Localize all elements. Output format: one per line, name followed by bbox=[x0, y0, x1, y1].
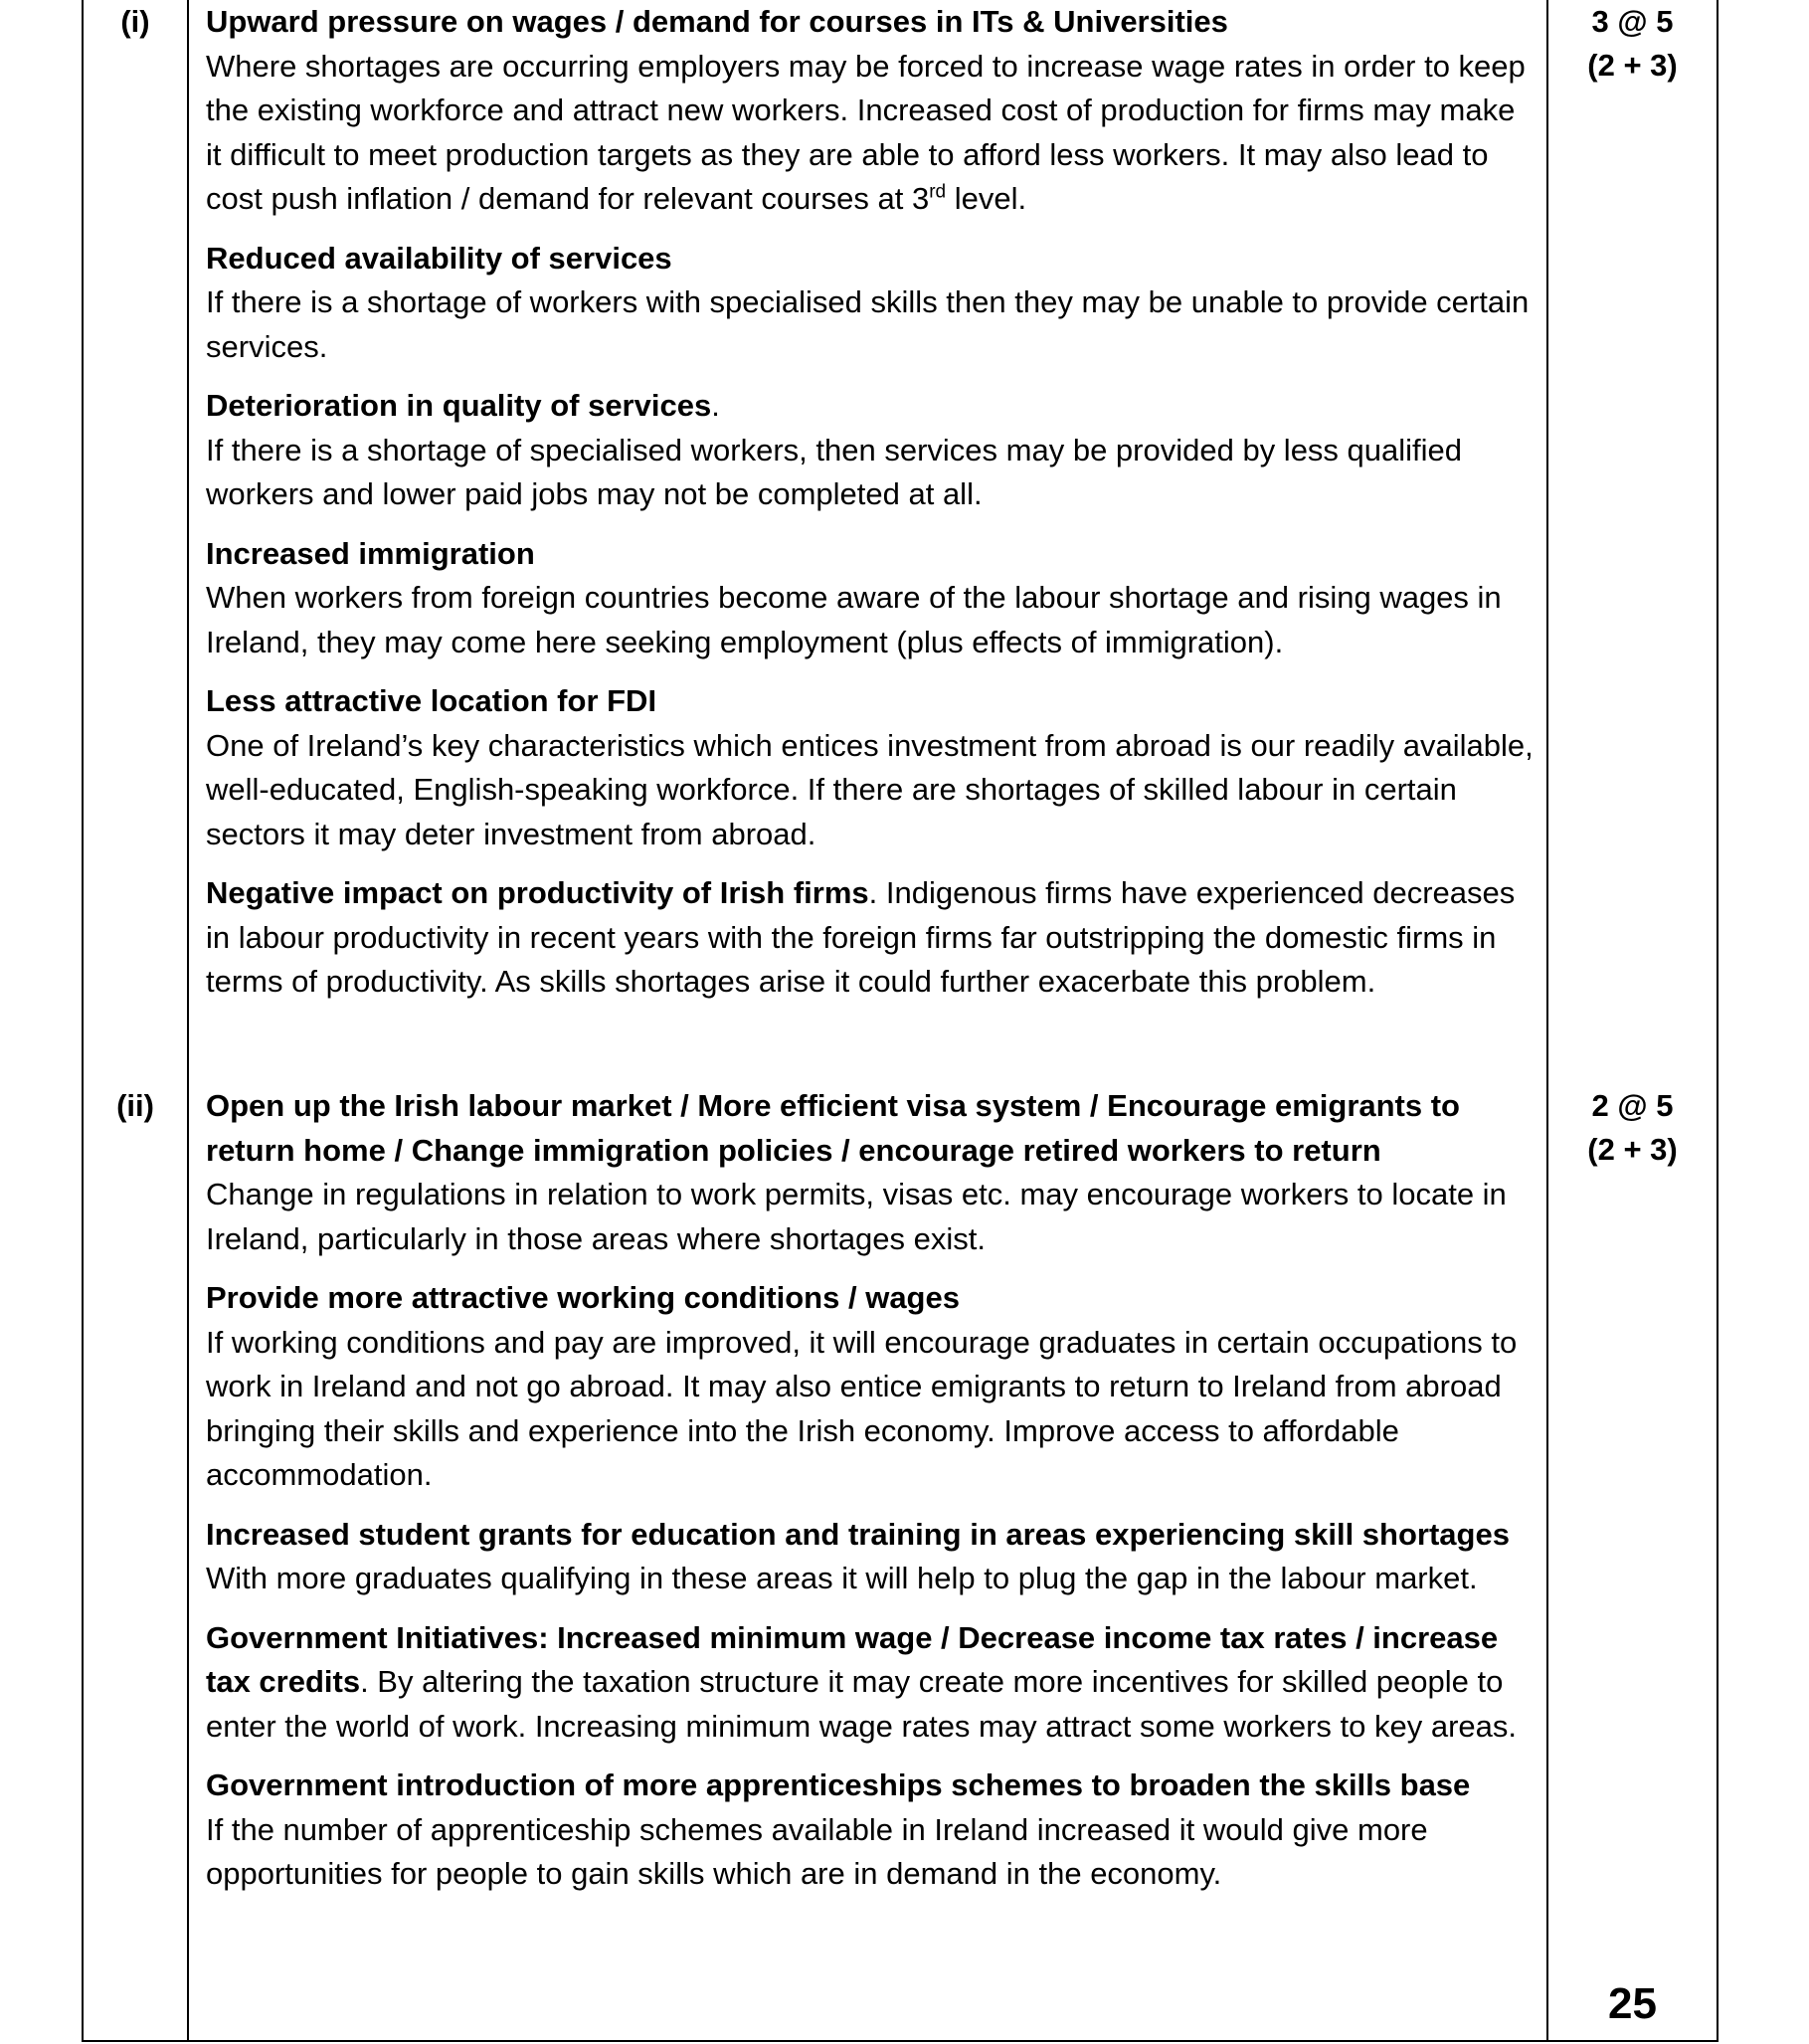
item-body: Change in regulations in relation to work permits, visas etc. may encourage workers to locate in Ireland, particularly in those areas where shortages exist. bbox=[206, 1177, 1507, 1256]
part-ii-item-2 bbox=[206, 1276, 1538, 1498]
part-i-marks-allocation: 3 @ 5 bbox=[1591, 4, 1674, 39]
part-ii-content bbox=[206, 1084, 1538, 1912]
part-ii-item-3 bbox=[206, 1513, 1538, 1601]
column-divider-left bbox=[187, 0, 189, 2042]
part-ii-label: (ii) bbox=[116, 1088, 154, 1123]
item-heading: Upward pressure on wages / demand for courses in ITs & Universities bbox=[206, 4, 1228, 39]
part-i-item-5 bbox=[206, 679, 1538, 856]
item-heading: Reduced availability of services bbox=[206, 240, 672, 276]
item-inline-paragraph: Government Initiatives: Increased minimum wage / Decrease income tax rates / increase tax credits. By altering the taxation structure it may create more incentives for skilled people to enter the world of work. Increasing minimum wage rates may attract some workers to key areas. bbox=[206, 1619, 1517, 1744]
part-i-item-3 bbox=[206, 384, 1538, 517]
item-body: When workers from foreign countries become aware of the labour shortage and rising wages in Ireland, they may come here seeking employment (plus effects of immigration). bbox=[206, 580, 1502, 659]
part-i-item-6 bbox=[206, 871, 1538, 1005]
part-i-marks bbox=[1548, 0, 1717, 88]
total-marks: 25 bbox=[1608, 1979, 1657, 2028]
item-body: With more graduates qualifying in these areas it will help to plug the gap in the labour market. bbox=[206, 1561, 1478, 1595]
item-body: If there is a shortage of specialised workers, then services may be provided by less qualified workers and lower paid jobs may not be completed at all. bbox=[206, 432, 1463, 511]
item-body: One of Ireland’s key characteristics which entices investment from abroad is our readily available, well-educated, English-speaking workforce. If there are shortages of skilled labour in certain sectors it may deter investment from abroad. bbox=[206, 727, 1534, 851]
part-i-item-4 bbox=[206, 532, 1538, 665]
item-heading: Less attractive location for FDI bbox=[206, 683, 657, 718]
part-ii-item-5 bbox=[206, 1764, 1538, 1897]
part-ii-marks-allocation: 2 @ 5 bbox=[1591, 1088, 1674, 1123]
column-divider-right bbox=[1546, 0, 1548, 2042]
item-heading: Government introduction of more apprenticeships schemes to broaden the skills base bbox=[206, 1767, 1471, 1802]
item-inline-paragraph: Negative impact on productivity of Irish firms. Indigenous firms have experienced decreases in labour productivity in recent years with the foreign firms far outstripping the domestic firms in terms of productivity. As skills shortages arise it could further exacerbate this problem. bbox=[206, 875, 1516, 999]
item-heading: Open up the Irish labour market / More efficient visa system / Encourage emigrants to return home / Change immigration policies / encourage retired workers to return bbox=[206, 1088, 1460, 1168]
part-i-content bbox=[206, 0, 1538, 1020]
item-body: If working conditions and pay are improved, it will encourage graduates in certain occupations to work in Ireland and not go abroad. It may also entice emigrants to return to Ireland from abroad bringing their skills and experience into the Irish economy. Improve access to affordable accommodation. bbox=[206, 1324, 1518, 1492]
part-ii-item-1 bbox=[206, 1084, 1538, 1261]
part-i-item-2 bbox=[206, 237, 1538, 370]
item-body: If there is a shortage of workers with specialised skills then they may be unable to provide certain services. bbox=[206, 284, 1530, 364]
part-ii-marks-split: (2 + 3) bbox=[1587, 1132, 1678, 1167]
part-i-marks-split: (2 + 3) bbox=[1587, 48, 1678, 83]
item-body: Where shortages are occurring employers may be forced to increase wage rates in order to keep the existing workforce and attract new workers. Increased cost of production for firms may make it difficult to meet production targets as they are able to afford less workers. It may also lead to cost push inflation / demand for relevant courses at 3rd level. bbox=[206, 48, 1526, 216]
item-body: If the number of apprenticeship schemes available in Ireland increased it would give more opportunities for people to gain skills which are in demand in the economy. bbox=[206, 1811, 1428, 1891]
part-ii-marks bbox=[1548, 1084, 1717, 1172]
item-heading: Increased student grants for education and training in areas experiencing skill shortages bbox=[206, 1516, 1510, 1552]
item-heading: Provide more attractive working conditions / wages bbox=[206, 1280, 960, 1315]
part-i-label: (i) bbox=[120, 4, 150, 39]
part-ii-item-4 bbox=[206, 1616, 1538, 1750]
part-i-item-1 bbox=[206, 0, 1538, 222]
item-heading: Deterioration in quality of services. bbox=[206, 388, 720, 423]
item-heading: Increased immigration bbox=[206, 535, 535, 571]
